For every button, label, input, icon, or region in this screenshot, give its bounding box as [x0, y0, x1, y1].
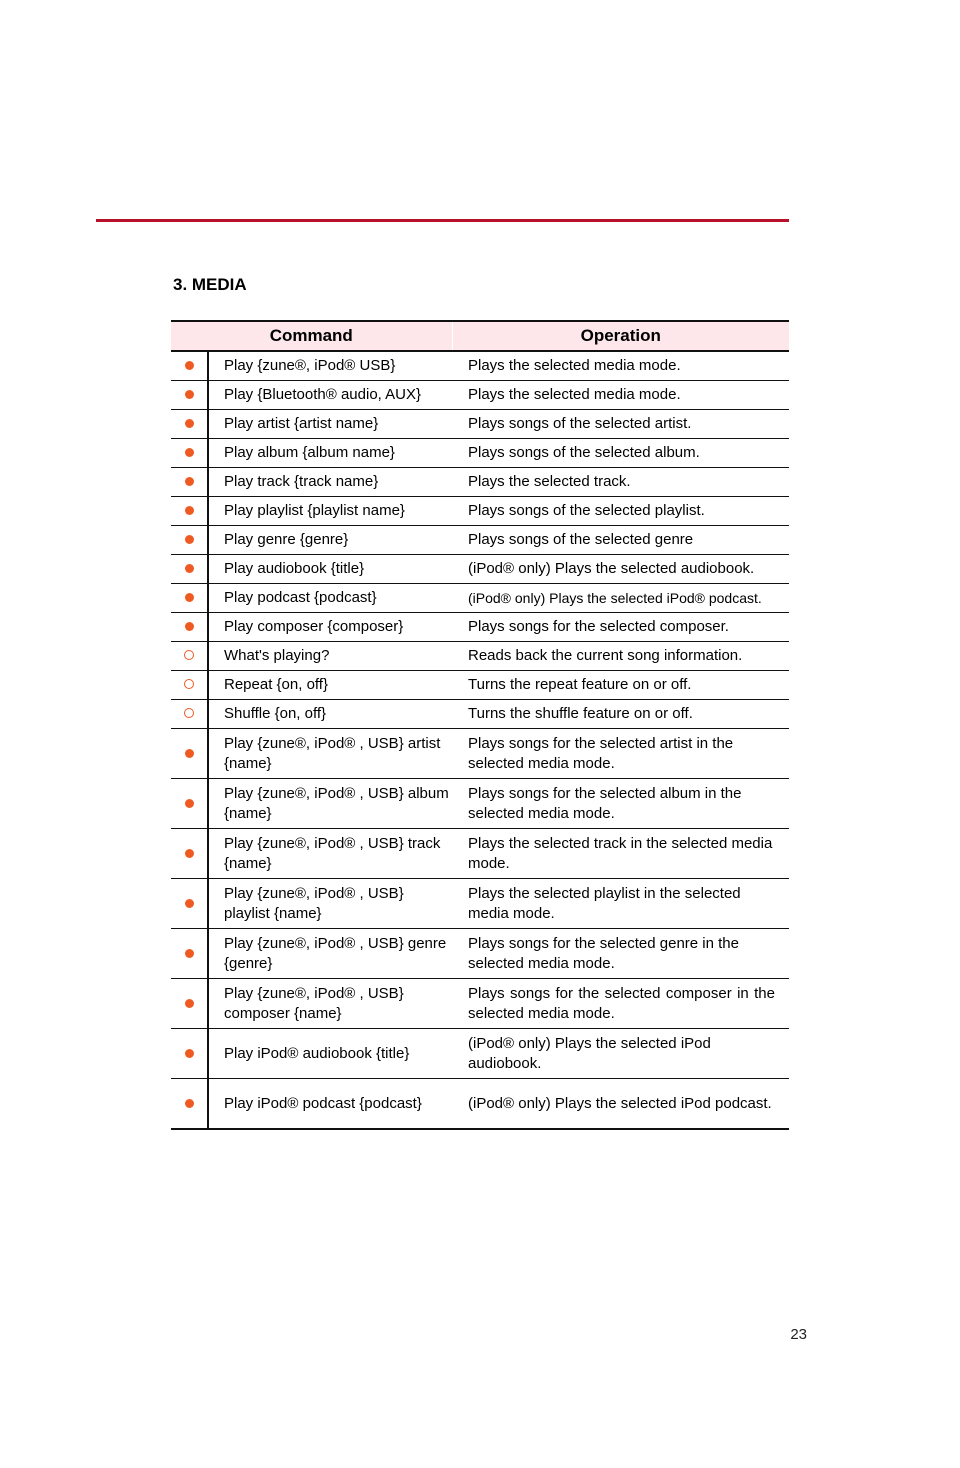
outline-circle-icon	[184, 679, 194, 689]
table-row	[171, 468, 789, 497]
operation-cell: Plays songs for the selected composer in the selected media mode.	[452, 979, 789, 1029]
table-row	[171, 410, 789, 439]
operation-cell: Plays songs for the selected composer.	[452, 613, 789, 642]
table-row	[171, 642, 789, 671]
table-row	[171, 929, 789, 979]
table-row	[171, 779, 789, 829]
operation-cell: Turns the shuffle feature on or off.	[452, 700, 789, 729]
filled-dot-icon	[185, 799, 194, 808]
command-cell: Play {zune®, iPod® , USB} playlist {name}	[208, 879, 452, 929]
filled-dot-icon	[185, 849, 194, 858]
table-row	[171, 526, 789, 555]
table-row	[171, 1079, 789, 1130]
command-cell: What's playing?	[208, 642, 452, 671]
command-cell: Play iPod® audiobook {title}	[208, 1029, 452, 1079]
table-row	[171, 671, 789, 700]
page-number: 23	[790, 1326, 807, 1343]
operation-cell: Plays songs of the selected artist.	[452, 410, 789, 439]
filled-dot-icon	[185, 419, 194, 428]
command-column-header: Command	[171, 321, 452, 351]
filled-dot-icon	[185, 477, 194, 486]
filled-dot-icon	[185, 1049, 194, 1058]
filled-dot-icon	[185, 593, 194, 602]
command-cell: Play {zune®, iPod® , USB} track {name}	[208, 829, 452, 879]
operation-cell: Plays songs for the selected artist in the selected media mode.	[452, 729, 789, 779]
filled-dot-icon	[185, 448, 194, 457]
command-cell: Play {zune®, iPod® , USB} artist {name}	[208, 729, 452, 779]
operation-cell: Plays songs for the selected album in the selected media mode.	[452, 779, 789, 829]
command-cell: Play iPod® podcast {podcast}	[208, 1079, 452, 1130]
command-cell: Play track {track name}	[208, 468, 452, 497]
filled-dot-icon	[185, 535, 194, 544]
command-cell: Play {zune®, iPod® , USB} composer {name}	[208, 979, 452, 1029]
command-cell: Play podcast {podcast}	[208, 584, 452, 613]
table-row	[171, 555, 789, 584]
command-cell: Shuffle {on, off}	[208, 700, 452, 729]
operation-cell: (iPod® only) Plays the selected iPod audiobook.	[452, 1029, 789, 1079]
filled-dot-icon	[185, 1099, 194, 1108]
operation-cell: (iPod® only) Plays the selected audiobook.	[452, 555, 789, 584]
table-row	[171, 829, 789, 879]
filled-dot-icon	[185, 361, 194, 370]
operation-cell: Turns the repeat feature on or off.	[452, 671, 789, 700]
operation-cell: Plays songs of the selected album.	[452, 439, 789, 468]
header-rule	[96, 219, 789, 222]
operation-cell: (iPod® only) Plays the selected iPod podcast.	[452, 1079, 789, 1130]
filled-dot-icon	[185, 564, 194, 573]
operation-cell: Plays the selected track.	[452, 468, 789, 497]
filled-dot-icon	[185, 622, 194, 631]
operation-cell: (iPod® only) Plays the selected iPod® podcast.	[452, 584, 789, 613]
table-row	[171, 351, 789, 381]
command-cell: Repeat {on, off}	[208, 671, 452, 700]
command-cell: Play {Bluetooth® audio, AUX}	[208, 381, 452, 410]
operation-cell: Plays the selected media mode.	[452, 351, 789, 381]
operation-cell: Plays songs of the selected genre	[452, 526, 789, 555]
filled-dot-icon	[185, 506, 194, 515]
table-row	[171, 729, 789, 779]
filled-dot-icon	[185, 949, 194, 958]
operation-cell: Plays songs for the selected genre in the selected media mode.	[452, 929, 789, 979]
filled-dot-icon	[185, 999, 194, 1008]
command-cell: Play {zune®, iPod® , USB} genre {genre}	[208, 929, 452, 979]
filled-dot-icon	[185, 749, 194, 758]
command-cell: Play album {album name}	[208, 439, 452, 468]
section-title: 3. MEDIA	[173, 275, 247, 294]
filled-dot-icon	[185, 390, 194, 399]
table-header-row	[171, 321, 789, 351]
command-cell: Play audiobook {title}	[208, 555, 452, 584]
table-row	[171, 700, 789, 729]
command-cell: Play playlist {playlist name}	[208, 497, 452, 526]
table-row	[171, 584, 789, 613]
table-row	[171, 613, 789, 642]
command-cell: Play {zune®, iPod® , USB} album {name}	[208, 779, 452, 829]
command-cell: Play {zune®, iPod® USB}	[208, 351, 452, 381]
operation-cell: Plays songs of the selected playlist.	[452, 497, 789, 526]
table-row	[171, 439, 789, 468]
command-cell: Play genre {genre}	[208, 526, 452, 555]
operation-cell: Plays the selected track in the selected media mode.	[452, 829, 789, 879]
command-cell: Play artist {artist name}	[208, 410, 452, 439]
outline-circle-icon	[184, 708, 194, 718]
command-cell: Play composer {composer}	[208, 613, 452, 642]
operation-cell: Plays the selected playlist in the selected media mode.	[452, 879, 789, 929]
operation-column-header: Operation	[452, 321, 789, 351]
table-row	[171, 1029, 789, 1079]
table-row	[171, 979, 789, 1029]
operation-cell: Plays the selected media mode.	[452, 381, 789, 410]
table-row	[171, 879, 789, 929]
outline-circle-icon	[184, 650, 194, 660]
table-row	[171, 381, 789, 410]
table-row	[171, 497, 789, 526]
operation-cell: Reads back the current song information.	[452, 642, 789, 671]
media-commands-table	[171, 320, 789, 1130]
filled-dot-icon	[185, 899, 194, 908]
